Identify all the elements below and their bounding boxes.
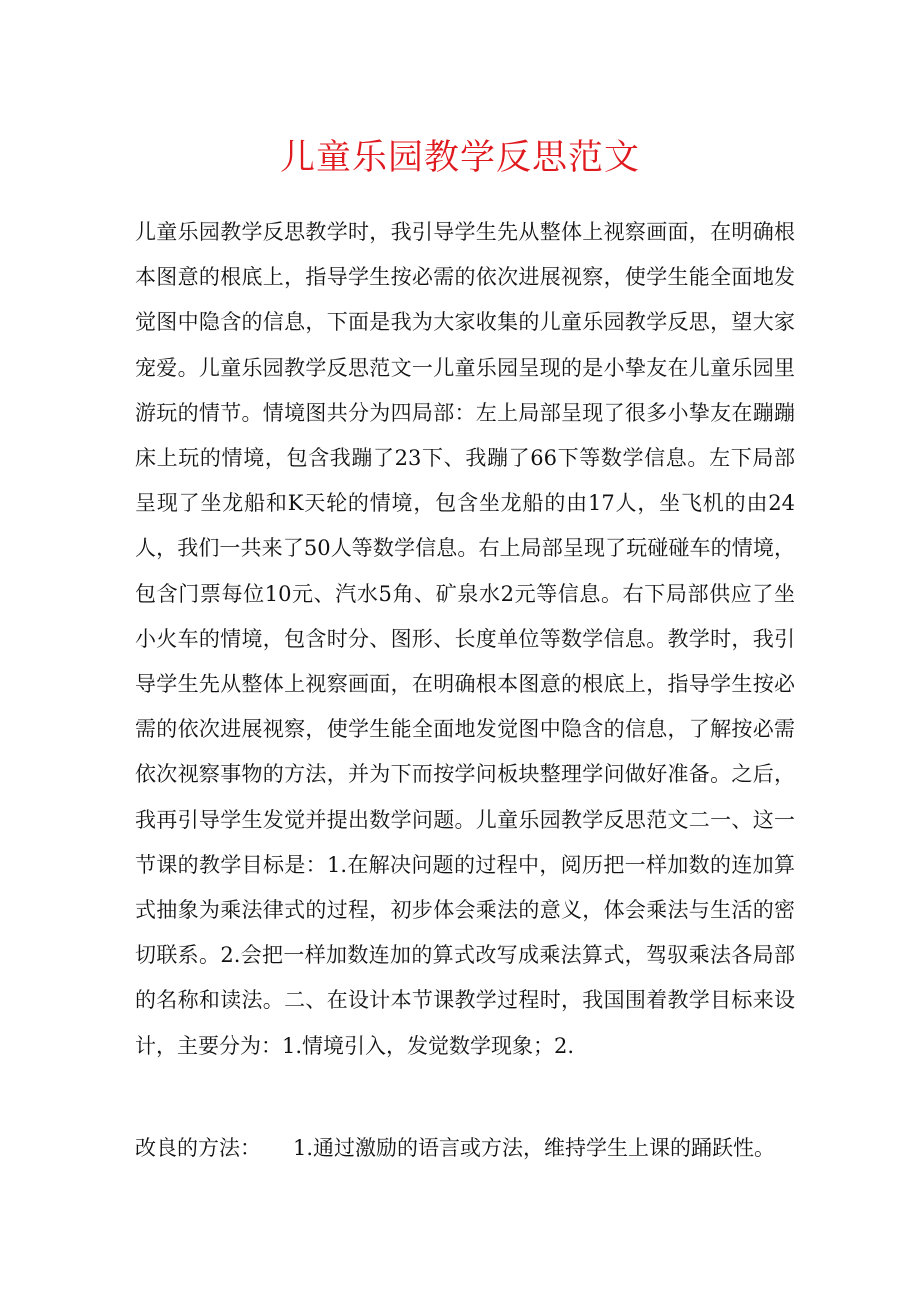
- document-body-paragraph: 儿童乐园教学反思教学时，我引导学生先从整体上视察画面，在明确根本图意的根底上，指导学生按必需的依次进展视察，使学生能全面地发觉图中隐含的信息，下面是我为大家收集的儿童乐园教学反思，望大家宠爱。儿童乐园教学反思范文一儿童乐园呈现的是小挚友在儿童乐园里游玩的情节。情境图共分为四局部：左上局部呈现了很多小挚友在蹦蹦床上玩的情境，包含我蹦了23下、我蹦了66下等数学信息。左下局部呈现了坐龙船和K天轮的情境，包含坐龙船的由17人，坐飞机的由24人，我们一共来了50人等数学信息。右上局部呈现了玩碰碰车的情境，包含门票每位10元、汽水5角、矿泉水2元等信息。右下局部供应了坐小火车的情境，包含时分、图形、长度单位等数学信息。教学时，我引导学生先从整体上视察画面，在明确根本图意的根底上，指导学生按必需的依次进展视察，使学生能全面地发觉图中隐含的信息，了解按必需依次视察事物的方法，并为下而按学问板块整理学问做好准备。之后，我再引导学生发觉并提出数学问题。儿童乐园教学反思范文二一、这一节课的教学目标是：1.在解决问题的过程中，阅历把一样加数的连加算式抽象为乘法律式的过程，初步体会乘法的意义，体会乘法与生活的密切联系。2.会把一样加数连加的算式改写成乘法算式，驾驭乘法各局部的名称和读法。二、在设计本节课教学过程时，我国围着教学目标来设计，主要分为：1.情境引入，发觉数学现象；2.: [135, 220, 795, 1058]
- document-title: 儿童乐园教学反思范文: [279, 138, 640, 178]
- improvement-note-text: 1.通过激励的语言或方法，维持学生上课的踊跃性。: [293, 1136, 776, 1160]
- improvement-note: [135, 1126, 795, 1171]
- improvement-note-label: 改良的方法：: [135, 1136, 261, 1160]
